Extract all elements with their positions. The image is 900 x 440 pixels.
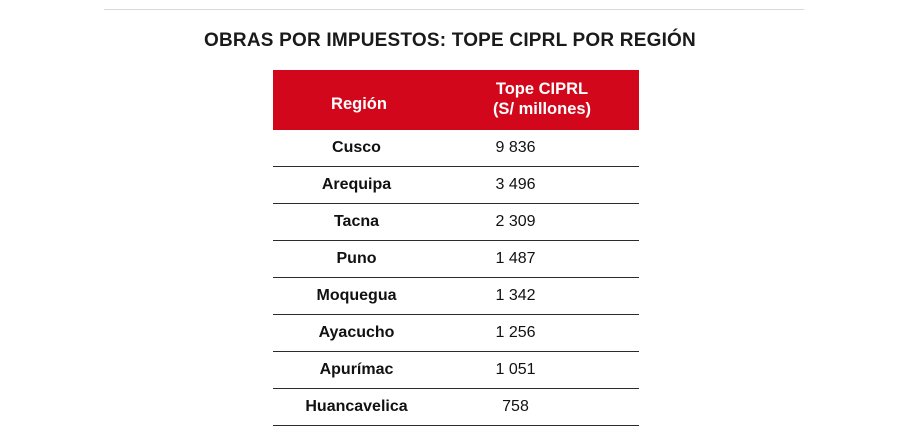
- column-header-tope-ciprl-line1: Tope CIPRL: [495, 80, 589, 98]
- ciprl-table: [273, 70, 639, 426]
- table-row: [273, 352, 639, 389]
- table-row: [273, 204, 639, 241]
- ciprl-table-container: [273, 70, 639, 426]
- cell-region: Puno: [273, 241, 445, 278]
- cell-value: 2 309: [445, 204, 639, 241]
- column-header-tope-ciprl-line2: (S/ millones): [492, 100, 592, 119]
- cell-value: 1 051: [445, 352, 639, 389]
- column-header-region: Región: [273, 70, 445, 130]
- table-row: [273, 278, 639, 315]
- cell-region: Ayacucho: [273, 315, 445, 352]
- cell-value: 758: [445, 389, 639, 426]
- cell-value: 1 342: [445, 278, 639, 315]
- table-row: [273, 315, 639, 352]
- table-row: [273, 167, 639, 204]
- cell-value: 1 487: [445, 241, 639, 278]
- cell-region: Arequipa: [273, 167, 445, 204]
- table-header: [273, 70, 639, 130]
- cell-region: Moquegua: [273, 278, 445, 315]
- cell-value: 1 256: [445, 315, 639, 352]
- cell-region: Huancavelica: [273, 389, 445, 426]
- page-title: OBRAS POR IMPUESTOS: TOPE CIPRL POR REGIÓN: [204, 30, 696, 51]
- table-row: [273, 130, 639, 167]
- cell-value: 9 836: [445, 130, 639, 167]
- column-header-tope-ciprl: [445, 70, 639, 130]
- table-row: [273, 389, 639, 426]
- table-body: [273, 130, 639, 426]
- table-row: [273, 241, 639, 278]
- cell-value: 3 496: [445, 167, 639, 204]
- table-header-row: [273, 70, 639, 130]
- top-divider: [104, 9, 804, 10]
- cell-region: Tacna: [273, 204, 445, 241]
- cell-region: Cusco: [273, 130, 445, 167]
- cell-region: Apurímac: [273, 352, 445, 389]
